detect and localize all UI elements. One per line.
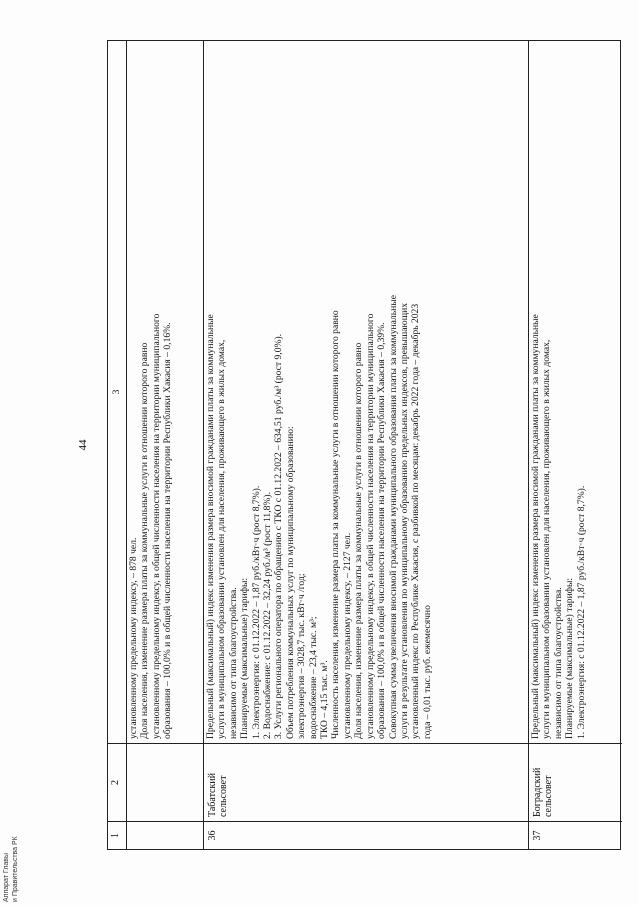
text-line: Совокупная сумма увеличения вносимой гражданами муниципального образования платы за коммунальные xyxy=(387,294,399,739)
text-line: установленному предельному индексу, в общей численности населения на территории муниципального xyxy=(150,313,162,739)
text-line: независимо от типа благоустройства. xyxy=(552,587,564,739)
text-line: установленному предельному индексу, – 878 чел. xyxy=(128,537,139,739)
header-col-3: 3 xyxy=(111,389,122,395)
text-line: 1. Электроэнергия: с 01.12.2022 – 1,87 руб./кВт·ч (рост 8,7%). xyxy=(575,485,587,739)
page-number: 44 xyxy=(77,439,89,451)
row-name-cell: Боградский сельсовет xyxy=(529,743,622,821)
row-content-cell xyxy=(204,41,528,743)
text-line: ТКО – 4,15 тыс. м³. xyxy=(319,660,331,739)
text-line: Предельный (максимальный) индекс изменения размера вносимой гражданами платы за коммунальные xyxy=(205,314,216,739)
text-line: услуги в муниципальном образовании установлен для населения, проживающего в жилых домах, xyxy=(541,339,553,739)
table-row-37 xyxy=(528,41,622,849)
text-line: независимо от типа благоустройства. xyxy=(227,587,239,739)
text-line: услуги в результате установления по муниципальному образованию предельных индексов, превышающих xyxy=(398,302,410,739)
row-name-cell: Табатский сельсовет xyxy=(204,743,528,821)
office-stamp xyxy=(2,802,24,902)
text-line: года – 0,01 тыс. руб. ежемесячно xyxy=(421,605,433,739)
row-number-cell: 37 xyxy=(529,821,622,849)
text-line: водоснабжение – 23,4 тыс. м³; xyxy=(307,616,319,739)
text-line: Предельный (максимальный) индекс изменения размера вносимой гражданами платы за коммунальные xyxy=(530,314,541,739)
text-line: установленный индекс по Республике Хакасия, с разбивкой по месяцам: декабрь 2022 года – декабрь 2023 xyxy=(410,303,422,739)
row-content-cell xyxy=(529,41,622,743)
text-line: 1. Электроэнергия: с 01.12.2022 – 1,87 руб./кВт·ч (рост 8,7%). xyxy=(250,485,262,739)
text-line: установленному предельному индексу, в общей численности населения на территории муниципального xyxy=(364,313,376,739)
stamp-line: и Правительства РК xyxy=(12,836,19,902)
text-line: установленному предельному индексу, – 2127 чел. xyxy=(341,532,353,739)
table-row-36 xyxy=(203,41,528,849)
table-row-continuation xyxy=(126,41,203,849)
text-line: Численность населения, изменение размера платы за коммунальные услуги в отношении которого равно xyxy=(330,310,342,739)
text-line: образования – 100,0% и в общей численности населения на территории Республики Хакасия – 0,16%. xyxy=(162,322,174,739)
text-line: электроэнергия – 3028,7 тыс. кВт·ч /год; xyxy=(296,573,308,739)
row-content-cell xyxy=(127,41,203,743)
text-line: образования – 100,0% и в общей численности населения на территории Республики Хакасия – 0,39%. xyxy=(376,322,388,739)
table xyxy=(107,40,621,850)
text-line: Планируемые (максимальные) тарифы: xyxy=(239,577,251,739)
header-col-1: 1 xyxy=(108,821,126,849)
text-line: 2. Водоснабжение: с 01.12.2022 – 32,24 руб./м³ (рост 11,8%). xyxy=(262,491,274,739)
stamp-line: Аппарат Главы xyxy=(3,852,10,902)
row-name-cell xyxy=(127,743,203,821)
row-number-cell: 36 xyxy=(204,821,528,849)
text-line: Планируемые (максимальные) тарифы: xyxy=(564,577,576,739)
row-number-cell xyxy=(127,821,203,849)
header-col-2: 2 xyxy=(108,743,126,821)
text-line: услуги в муниципальном образовании установлен для населения, проживающего в жилых домах, xyxy=(216,339,228,739)
table-header-row xyxy=(108,41,126,849)
text-line: Доля населения, изменение размера платы за коммунальные услуги в отношении которого равно xyxy=(353,342,365,739)
text-line: Объем потребления коммунальных услуг по муниципальному образованию: xyxy=(284,426,296,739)
text-line: 3. Услуги регионального оператора по обращению с ТКО с 01.12.2022 – 634,51 руб./м³ (рост 9,0%). xyxy=(273,333,285,739)
text-line: Доля населения, изменение размера платы за коммунальные услуги в отношении которого равно xyxy=(139,342,151,739)
